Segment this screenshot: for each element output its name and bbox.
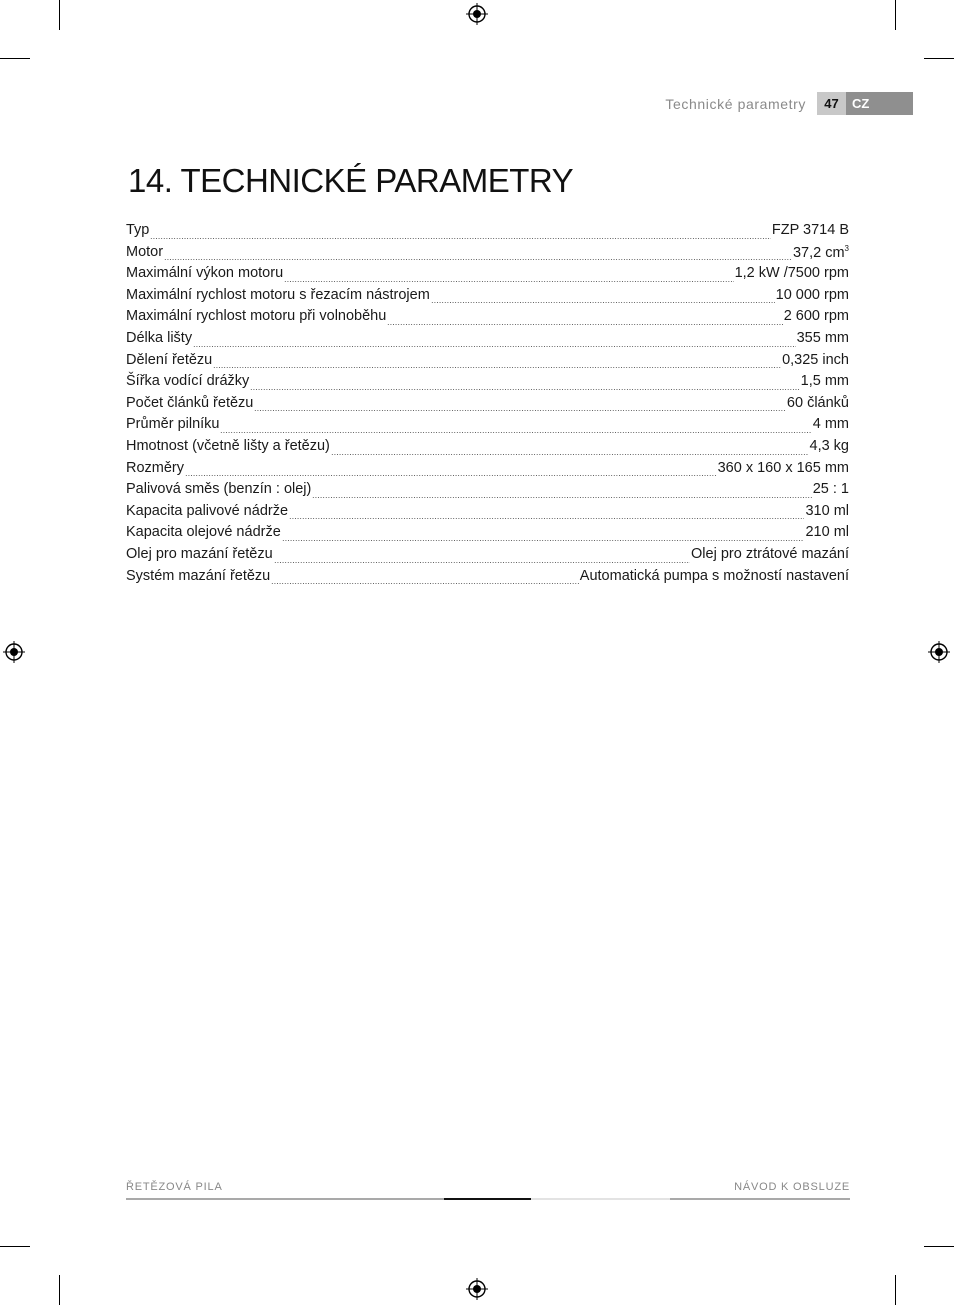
spec-label: Maximální rychlost motoru s řezacím nástrojem [126, 286, 430, 303]
crop-mark [895, 1275, 896, 1305]
crop-mark [924, 1246, 954, 1247]
spec-value-text: 37,2 cm [792, 244, 845, 261]
running-head-title: Technické parametry [665, 95, 806, 112]
spec-label: Kapacita palivové nádrže [126, 502, 289, 519]
dot-leader [282, 540, 805, 541]
dot-leader [185, 475, 717, 476]
spec-value-text: 60 článků [786, 394, 849, 411]
spec-row [126, 308, 849, 330]
crop-mark [0, 58, 30, 59]
dot-leader [213, 367, 781, 368]
spec-row [126, 244, 849, 266]
spec-value-text: 4 mm [812, 416, 849, 433]
spec-value-superscript: 3 [844, 243, 849, 253]
spec-list [126, 222, 849, 589]
spec-label: Průměr pilníku [126, 416, 220, 433]
spec-label: Maximální výkon motoru [126, 265, 284, 282]
crop-mark [59, 1275, 60, 1305]
spec-value-text: FZP 3714 B [771, 222, 849, 238]
spec-row [126, 503, 849, 525]
spec-row [126, 287, 849, 309]
dot-leader [271, 583, 579, 584]
dot-leader [312, 497, 811, 498]
page-number: 47 [817, 92, 846, 115]
spec-row [126, 568, 849, 590]
crop-mark [59, 0, 60, 30]
spec-row [126, 460, 849, 482]
spec-value [772, 222, 849, 238]
dot-leader [274, 562, 690, 563]
spec-label: Počet článků řetězu [126, 394, 254, 411]
spec-value-text: 25 : 1 [812, 481, 849, 498]
footer-rule [670, 1198, 850, 1200]
dot-leader [220, 432, 811, 433]
page-title: 14. TECHNICKÉ PARAMETRY [128, 162, 574, 199]
spec-row [126, 330, 849, 352]
spec-row [126, 373, 849, 395]
dot-leader [431, 302, 775, 303]
spec-value [735, 265, 849, 281]
footer-rule [531, 1198, 670, 1200]
spec-value-text: 355 mm [796, 329, 849, 346]
spec-label: Hmotnost (včetně lišty a řetězu) [126, 437, 330, 454]
spec-label: Motor [126, 244, 164, 261]
spec-row [126, 352, 849, 374]
spec-row [126, 524, 849, 546]
spec-value [718, 460, 849, 476]
crop-mark [924, 58, 954, 59]
spec-label: Palivová směs (benzín : olej) [126, 481, 312, 498]
spec-label: Maximální rychlost motoru při volnoběhu [126, 308, 387, 325]
spec-value-text: 2 600 rpm [783, 308, 849, 325]
spec-value-text: 0,325 inch [782, 351, 849, 368]
spec-value [784, 308, 849, 324]
registration-mark-icon [928, 641, 950, 663]
spec-value-text: 1,5 mm [800, 373, 849, 390]
spec-value-text: Automatická pumpa s možností nastavení [579, 567, 849, 584]
spec-value [793, 244, 849, 261]
footer-product-name: ŘETĚZOVÁ PILA [126, 1181, 223, 1193]
spec-value [805, 524, 849, 540]
spec-label: Délka lišty [126, 329, 193, 346]
spec-label: Dělení řetězu [126, 351, 213, 368]
spec-value-text: 10 000 rpm [775, 286, 849, 303]
spec-value-text: 1,2 kW /7500 rpm [734, 265, 849, 282]
spec-value-text: 210 ml [805, 524, 849, 541]
spec-value-text: 310 ml [805, 502, 849, 519]
spec-value [782, 352, 849, 368]
dot-leader [164, 259, 792, 260]
spec-label: Systém mazání řetězu [126, 567, 271, 584]
spec-value [797, 330, 849, 346]
registration-mark-icon [466, 3, 488, 25]
spec-value [813, 481, 849, 497]
footer-rule [126, 1198, 444, 1200]
registration-mark-icon [466, 1278, 488, 1300]
spec-row [126, 265, 849, 287]
spec-value [776, 287, 849, 303]
spec-value [810, 438, 850, 454]
dot-leader [250, 389, 799, 390]
registration-mark-icon [3, 641, 25, 663]
dot-leader [331, 454, 809, 455]
spec-value-text: Olej pro ztrátové mazání [691, 545, 849, 562]
spec-label: Olej pro mazání řetězu [126, 545, 273, 562]
running-head [600, 92, 913, 115]
crop-mark [895, 0, 896, 30]
spec-row [126, 395, 849, 417]
spec-value [580, 568, 849, 584]
spec-label: Typ [126, 222, 150, 238]
spec-row [126, 416, 849, 438]
dot-leader [150, 238, 771, 239]
spec-value [801, 373, 849, 389]
spec-value [805, 503, 849, 519]
spec-value [787, 395, 849, 411]
spec-row [126, 222, 849, 244]
spec-row [126, 438, 849, 460]
spec-label: Kapacita olejové nádrže [126, 524, 281, 541]
dot-leader [193, 346, 796, 347]
spec-label: Šířka vodící drážky [126, 373, 250, 390]
spec-value [691, 546, 849, 562]
dot-leader [387, 324, 782, 325]
dot-leader [284, 281, 733, 282]
spec-row [126, 546, 849, 568]
language-badge: CZ [846, 92, 913, 115]
spec-row [126, 481, 849, 503]
dot-leader [289, 518, 804, 519]
spec-label: Rozměry [126, 459, 185, 476]
spec-value-text: 4,3 kg [809, 437, 849, 454]
dot-leader [254, 410, 786, 411]
footer-rule [444, 1198, 531, 1200]
spec-value-text: 360 x 160 x 165 mm [717, 459, 849, 476]
footer-manual-name: NÁVOD K OBSLUZE [734, 1181, 850, 1193]
crop-mark [0, 1246, 30, 1247]
spec-value [813, 416, 849, 432]
